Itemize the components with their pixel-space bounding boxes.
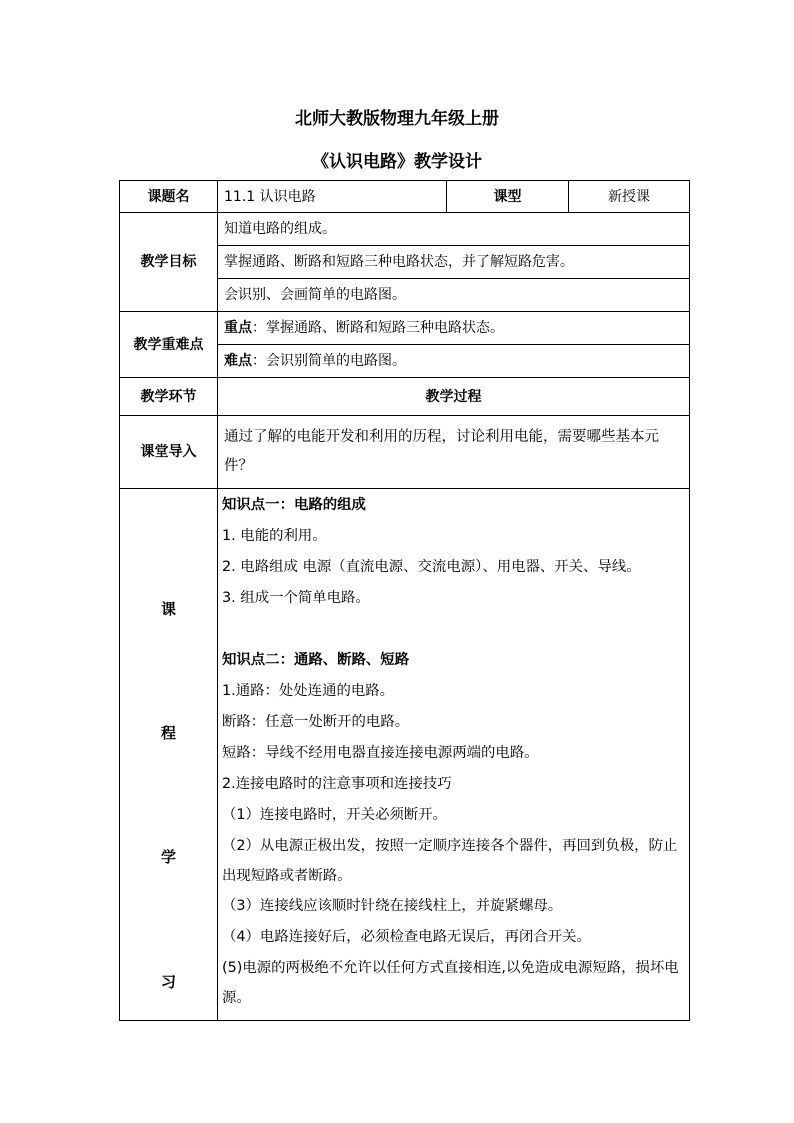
learning-label: [120, 489, 218, 1021]
objective-item: 知道电路的组成。: [218, 213, 690, 246]
key-point-row: [120, 312, 690, 345]
knowledge-point-item: 短路：导线不经用电器直接连接电源两端的电路。: [222, 745, 539, 761]
knowledge-point-item: （4）电路连接好后，必须检查电路无误后，再闭合开关。: [222, 929, 591, 945]
learning-content: [218, 489, 690, 1021]
learning-row: [120, 489, 690, 1021]
focus-cell: [218, 312, 690, 345]
intro-row: [120, 416, 690, 489]
intro-label: 课堂导入: [120, 416, 218, 489]
key-points-label: 教学重难点: [120, 312, 218, 378]
stage-header: 教学环节: [120, 378, 218, 416]
topic-value: 11.1 认识电路: [218, 181, 447, 213]
process-header-row: [120, 378, 690, 416]
objectives-label: 教学目标: [120, 213, 218, 312]
knowledge-point-title: 知识点二：通路、断路、短路: [222, 652, 410, 668]
lesson-plan-table: [119, 180, 690, 1021]
info-row: [120, 181, 690, 213]
objective-item: 会识别、会画简单的电路图。: [218, 279, 690, 312]
knowledge-point-item: 3. 组成一个简单电路。: [222, 590, 370, 606]
learning-label-char: 习: [160, 973, 176, 991]
blank-line: [222, 614, 689, 645]
knowledge-point-title: 知识点一：电路的组成: [222, 497, 366, 513]
knowledge-point-item: 1. 电能的利用。: [222, 528, 327, 544]
learning-label-char: 课: [160, 600, 176, 618]
difficulty-cell: [218, 345, 690, 378]
knowledge-point-item: 2. 电路组成 电源（直流电源、交流电源）、用电器、开关、导线。: [222, 559, 641, 575]
knowledge-point-item: （2）从电源正极出发，按照一定顺序连接各个器件，再回到负极，防止出现短路或者断路。: [222, 838, 678, 884]
knowledge-point-item: （1）连接电路时，开关必须断开。: [222, 807, 448, 823]
difficulty-label: 难点: [224, 353, 252, 369]
type-label: 课型: [447, 181, 569, 213]
topic-label: 课题名: [120, 181, 218, 213]
objective-row: [120, 213, 690, 246]
focus-text: ：掌握通路、断路和短路三种电路状态。: [252, 320, 504, 336]
objective-item: 掌握通路、断路和短路三种电路状态，并了解短路危害。: [218, 246, 690, 279]
document-title: 北师大教版物理九年级上册: [295, 109, 499, 129]
knowledge-point-item: (5)电源的两极绝不允许以任何方式直接相连,以免造成电源短路，损坏电源。: [222, 960, 679, 1006]
knowledge-point-item: 1.通路：处处连通的电路。: [222, 683, 395, 699]
learning-label-char: 程: [160, 724, 176, 742]
knowledge-point-item: （3）连接线应该顺时针绕在接线柱上，并旋紧螺母。: [222, 898, 563, 914]
knowledge-point-item: 2.连接电路时的注意事项和连接技巧: [222, 776, 452, 792]
difficulty-text: ：会识别简单的电路图。: [252, 353, 406, 369]
document-subtitle: 《认识电路》教学设计: [312, 152, 482, 172]
process-header: 教学过程: [218, 378, 690, 416]
learning-label-char: 学: [160, 848, 176, 866]
type-value: 新授课: [569, 181, 690, 213]
intro-text: 通过了解的电能开发和利用的历程，讨论利用电能，需要哪些基本元件？: [218, 416, 690, 489]
knowledge-point-item: 断路：任意一处断开的电路。: [222, 714, 410, 730]
focus-label: 重点: [224, 320, 252, 336]
